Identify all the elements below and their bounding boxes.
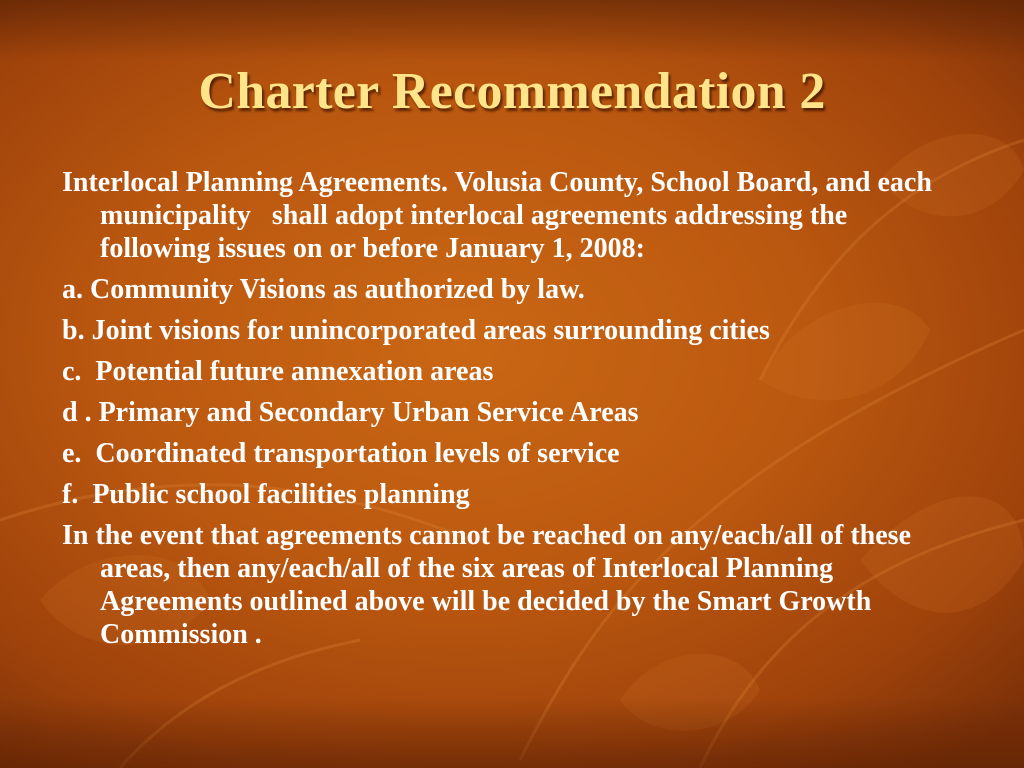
list-item: b. Joint visions for unincorporated areas surrounding cities <box>62 315 770 346</box>
list-item: e. Coordinated transportation levels of service <box>62 438 620 469</box>
slide-title: Charter Recommendation 2 <box>198 63 826 120</box>
closing-paragraph: In the event that agreements cannot be reached on any/each/all of these areas, then any/each/all of the six areas of Interlocal Planning Agreements outlined above will be decided by the Smart Growth Commission . <box>62 520 918 650</box>
list-item: a. Community Visions as authorized by law. <box>62 274 585 305</box>
list-item: f. Public school facilities planning <box>62 479 470 510</box>
slide-body <box>62 166 962 659</box>
intro-paragraph: Interlocal Planning Agreements. Volusia County, School Board, and each municipality shall adopt interlocal agreements addressing the following issues on or before January 1, 2008: <box>62 167 939 264</box>
list-item: d . Primary and Secondary Urban Service Areas <box>62 397 639 428</box>
list-item: c. Potential future annexation areas <box>62 356 494 387</box>
